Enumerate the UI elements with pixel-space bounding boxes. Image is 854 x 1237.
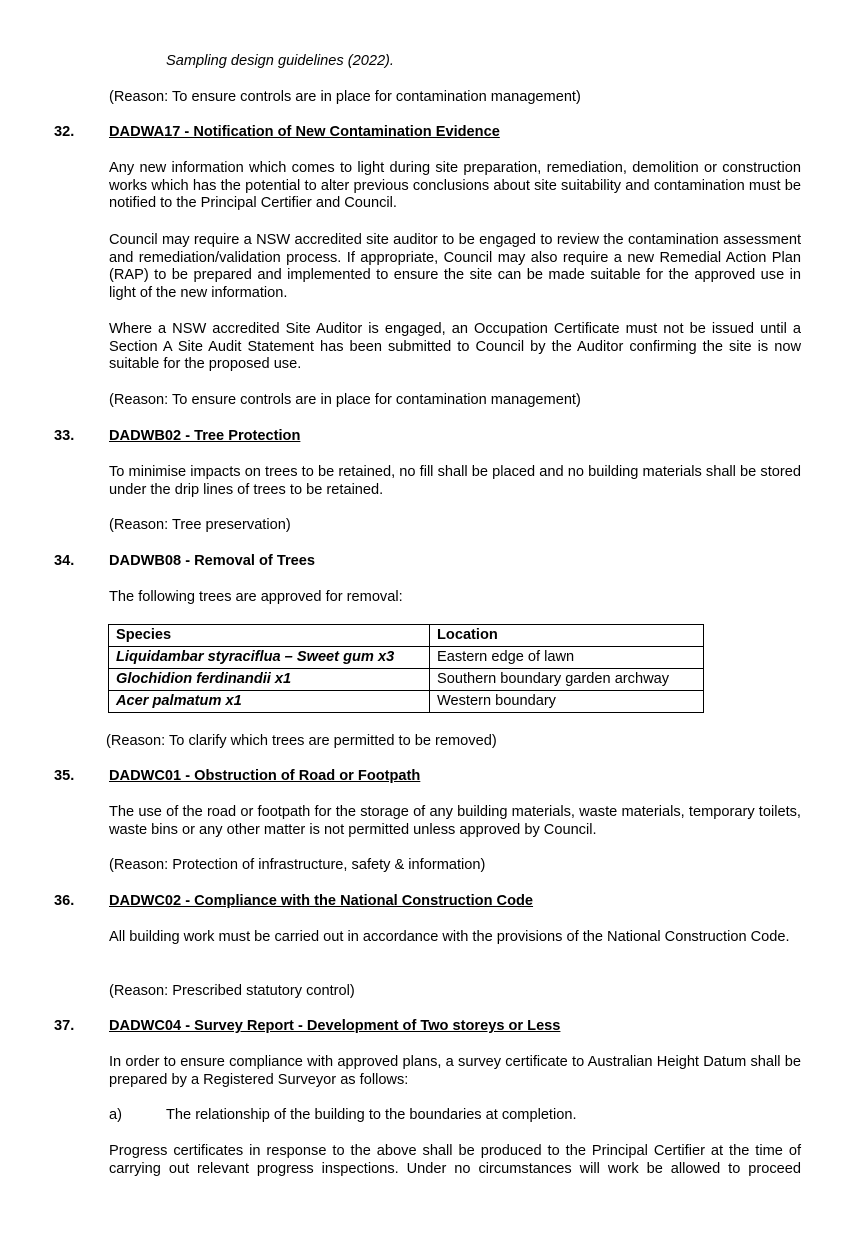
condition-heading: DADWA17 - Notification of New Contamination Evidence bbox=[109, 124, 500, 140]
reason-text: (Reason: To clarify which trees are permitted to be removed) bbox=[106, 733, 497, 749]
condition-paragraph: To minimise impacts on trees to be retained, no fill shall be placed and no building materials shall be stored under the drip lines of trees to be retained. bbox=[109, 464, 801, 498]
table-row bbox=[109, 647, 704, 669]
species-cell: Glochidion ferdinandii x1 bbox=[109, 669, 430, 691]
condition-paragraph: Progress certificates in response to the above shall be produced to the Principal Certifier at the time of carrying out relevant progress inspections. Under no circumstances will work be allowed to proceed bbox=[109, 1143, 801, 1177]
reason-text: (Reason: Tree preservation) bbox=[109, 517, 291, 533]
condition-heading: DADWC02 - Compliance with the National Construction Code bbox=[109, 893, 534, 909]
reason-text: (Reason: Protection of infrastructure, safety & information) bbox=[109, 857, 486, 873]
condition-paragraph: The following trees are approved for removal: bbox=[109, 589, 403, 605]
reason-text: (Reason: Prescribed statutory control) bbox=[109, 983, 355, 999]
condition-number: 34. bbox=[54, 553, 75, 569]
location-cell: Western boundary bbox=[430, 691, 704, 713]
table-row bbox=[109, 691, 704, 713]
condition-number: 37. bbox=[54, 1018, 75, 1034]
list-item-text: The relationship of the building to the boundaries at completion. bbox=[166, 1107, 577, 1123]
column-header-location: Location bbox=[430, 625, 704, 647]
condition-paragraph: Any new information which comes to light during site preparation, remediation, demolition or construction works which has the potential to alter previous conclusions about site suitability and contamination must be notified to the Principal Certifier and Council. bbox=[109, 160, 801, 212]
condition-heading: DADWB08 - Removal of Trees bbox=[109, 553, 315, 569]
condition-paragraph: The use of the road or footpath for the storage of any building materials, waste materials, temporary toilets, waste bins or any other matter is not permitted unless approved by Council. bbox=[109, 804, 801, 838]
trees-removal-table bbox=[108, 624, 704, 713]
condition-paragraph: Council may require a NSW accredited site auditor to be engaged to review the contamination assessment and remediation/validation process. If appropriate, Council may also require a new Remedial Action Plan (RAP) to be prepared and implemented to ensure the site can be made suitable for the approved use in light of the new information. bbox=[109, 232, 801, 301]
condition-number: 35. bbox=[54, 768, 75, 784]
list-item-label: a) bbox=[109, 1107, 122, 1123]
condition-paragraph: In order to ensure compliance with approved plans, a survey certificate to Australian Height Datum shall be prepared by a Registered Surveyor as follows: bbox=[109, 1054, 801, 1088]
location-cell: Eastern edge of lawn bbox=[430, 647, 704, 669]
condition-paragraph: All building work must be carried out in accordance with the provisions of the National Construction Code. bbox=[109, 929, 790, 945]
condition-number: 33. bbox=[54, 428, 75, 444]
condition-heading: DADWB02 - Tree Protection bbox=[109, 428, 301, 444]
location-cell: Southern boundary garden archway bbox=[430, 669, 704, 691]
reason-text: (Reason: To ensure controls are in place for contamination management) bbox=[109, 392, 581, 408]
species-cell: Liquidambar styraciflua – Sweet gum x3 bbox=[109, 647, 430, 669]
condition-paragraph: Where a NSW accredited Site Auditor is engaged, an Occupation Certificate must not be issued until a Section A Site Audit Statement has been submitted to Council by the Auditor confirming the site is now suitable for the proposed use. bbox=[109, 321, 801, 373]
continued-reference: Sampling design guidelines (2022). bbox=[166, 53, 394, 69]
condition-number: 36. bbox=[54, 893, 75, 909]
condition-heading: DADWC04 - Survey Report - Development of Two storeys or Less bbox=[109, 1018, 561, 1034]
condition-number: 32. bbox=[54, 124, 75, 140]
condition-heading: DADWC01 - Obstruction of Road or Footpath bbox=[109, 768, 421, 784]
table-header-row bbox=[109, 625, 704, 647]
species-cell: Acer palmatum x1 bbox=[109, 691, 430, 713]
reason-text: (Reason: To ensure controls are in place for contamination management) bbox=[109, 89, 581, 105]
table-row bbox=[109, 669, 704, 691]
column-header-species: Species bbox=[109, 625, 430, 647]
